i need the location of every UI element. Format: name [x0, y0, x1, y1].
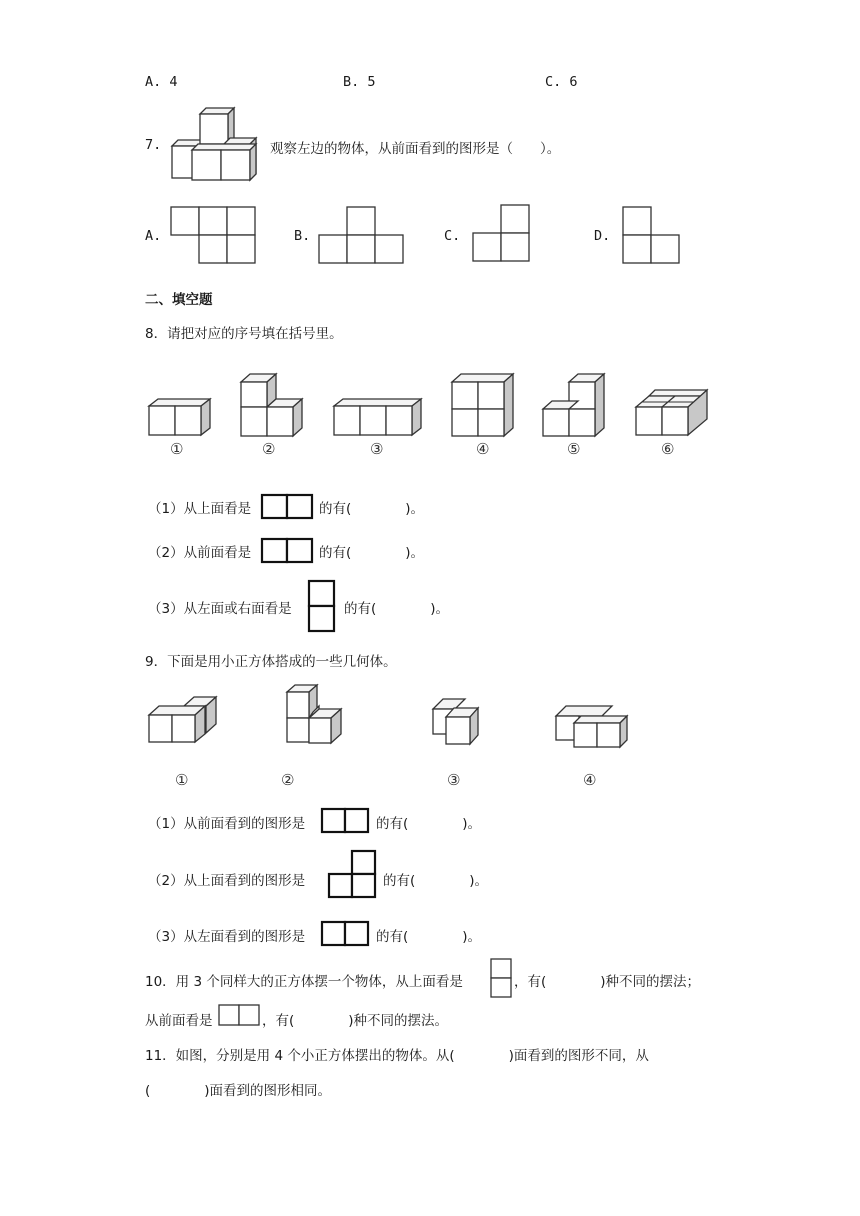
q7-option-a-figure	[170, 206, 258, 266]
q7-option-d-figure	[622, 206, 682, 266]
q8-sub3-suffix: 的有( )。	[344, 601, 450, 617]
q8-label-6: ⑥	[661, 440, 675, 458]
q8-stem: 8．请把对应的序号填在括号里。	[145, 326, 343, 342]
q8-sub2-prefix: （2）从前面看是	[148, 545, 252, 561]
q6-option-b: B. 5	[343, 74, 376, 90]
q8-sub1-shape	[261, 494, 315, 520]
q10-line1-suffix: ，有( )种不同的摆法；	[514, 974, 701, 990]
q9-label-2: ②	[281, 771, 295, 789]
q10-line2-prefix: 从前面看是	[145, 1013, 213, 1029]
q9-sub3-shape	[321, 921, 371, 947]
q8-label-3: ③	[370, 440, 384, 458]
q11-line1: 11．如图，分别是用 4 个小正方体摆出的物体。从( )面看到的图形不同，从	[145, 1048, 649, 1064]
q8-sub1-suffix: 的有( )。	[319, 501, 425, 517]
q8-label-5: ⑤	[567, 440, 581, 458]
q9-sub1-prefix: （1）从前面看到的图形是	[148, 816, 306, 832]
q8-sub1-prefix: （1）从上面看是	[148, 501, 252, 517]
q6-option-c: C. 6	[545, 74, 578, 90]
q8-figure-3	[333, 398, 425, 438]
q8-label-4: ④	[476, 440, 490, 458]
q11-line2: ( )面看到的图形相同。	[145, 1083, 332, 1099]
q7-option-c-label: C.	[444, 228, 461, 244]
q7-number: 7.	[145, 137, 162, 153]
q6-option-a: A. 4	[145, 74, 178, 90]
q7-option-b-label: B.	[294, 228, 311, 244]
q8-sub3-prefix: （3）从左面或右面看是	[148, 601, 292, 617]
q8-figure-6	[635, 389, 711, 439]
q9-sub2-suffix: 的有( )。	[383, 873, 489, 889]
q8-figure-2	[240, 373, 306, 439]
section-title: 二、填空题	[145, 292, 213, 308]
q9-figure-1	[148, 696, 224, 746]
q9-sub3-prefix: （3）从左面看到的图形是	[148, 929, 306, 945]
q7-option-b-figure	[318, 206, 406, 266]
q7-option-d-label: D.	[594, 228, 611, 244]
q10-line1-prefix: 10．用 3 个同样大的正方体摆一个物体，从上面看是	[145, 974, 463, 990]
q8-sub3-shape	[308, 580, 336, 634]
q9-label-4: ④	[583, 771, 597, 789]
q9-label-1: ①	[175, 771, 189, 789]
q9-stem: 9．下面是用小正方体搭成的一些几何体。	[145, 654, 397, 670]
q9-figure-2	[285, 684, 351, 746]
q7-option-c-figure	[472, 204, 532, 264]
q10-front-view-shape	[218, 1004, 262, 1028]
q8-figure-4	[451, 373, 517, 439]
q8-figure-1	[148, 398, 214, 438]
q9-sub2-shape	[328, 850, 378, 900]
q10-line2-suffix: ，有( )种不同的摆法。	[262, 1013, 449, 1029]
q9-label-3: ③	[447, 771, 461, 789]
q7-question-text: 观察左边的物体，从前面看到的图形是（ ）。	[270, 141, 561, 157]
q8-label-1: ①	[170, 440, 184, 458]
q9-sub1-suffix: 的有( )。	[376, 816, 482, 832]
q7-cube-figure	[168, 104, 268, 184]
q9-sub3-suffix: 的有( )。	[376, 929, 482, 945]
q9-figure-4	[555, 704, 631, 748]
q9-sub1-shape	[321, 808, 371, 834]
q8-figure-5	[542, 373, 608, 439]
q8-label-2: ②	[262, 440, 276, 458]
q8-sub2-suffix: 的有( )。	[319, 545, 425, 561]
q9-sub2-prefix: （2）从上面看到的图形是	[148, 873, 306, 889]
q9-figure-3	[430, 698, 490, 746]
q10-top-view-shape	[490, 958, 514, 1000]
q8-sub2-shape	[261, 538, 315, 564]
q7-option-a-label: A.	[145, 228, 162, 244]
